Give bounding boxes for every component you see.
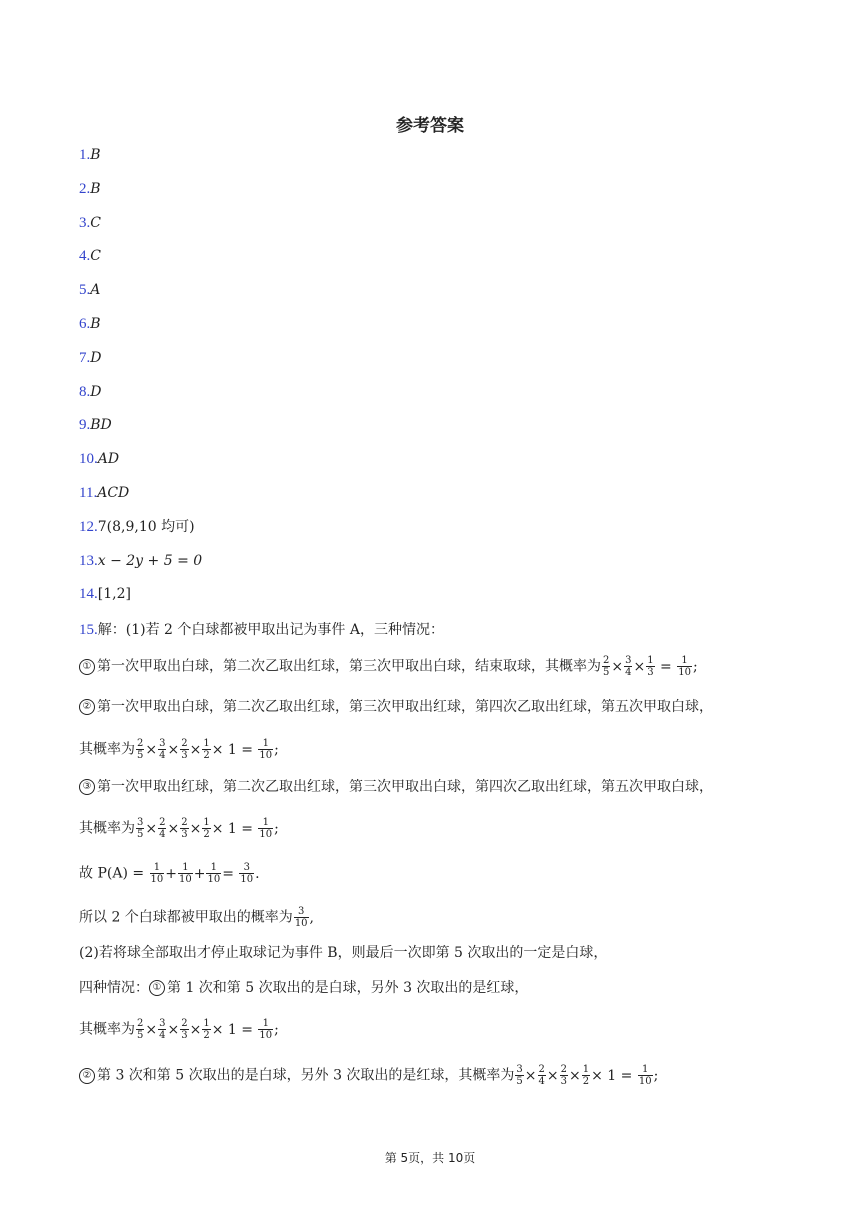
- case-2-text: 第一次甲取出白球，第二次乙取出红球，第三次甲取出红球，第四次乙取出红球，第五次甲取白球，: [97, 699, 713, 715]
- answer-value: ACD: [97, 485, 130, 501]
- case-1-text: 第一次甲取出白球，第二次乙取出红球，第三次甲取出白球，结束取球，其概率为: [97, 658, 601, 675]
- question-number: 6.: [79, 316, 91, 332]
- q15-four-case-1-prob: [79, 1018, 279, 1041]
- q15-case-3: [79, 777, 713, 797]
- formula-4: $\frac{2}{5}$ × $\frac{3}{4}$ × $\frac{2}{3}$ × $\frac{1}{2}$ × 1 = $\frac{1}{10}$ ;: [137, 1018, 279, 1041]
- answer-value: 7(8,9,10 均可): [97, 518, 195, 535]
- answer-row: [79, 416, 112, 434]
- page-title: 参考答案: [396, 116, 464, 136]
- answer-row: [79, 349, 101, 367]
- answer-row: [79, 214, 101, 232]
- formula-3: $\frac{3}{5}$ × $\frac{2}{4}$ × $\frac{2}{3}$ × $\frac{1}{2}$ × 1 = $\frac{1}{10}$ ;: [137, 817, 279, 840]
- circle-3-marker: ③: [79, 779, 95, 795]
- answer-value: A: [90, 282, 101, 299]
- formula-conclusion: $\frac{3}{10}$ ,: [294, 906, 314, 929]
- q15-case-2: [79, 697, 713, 717]
- q15-intro: [79, 620, 444, 640]
- four-case-2-text: 第 3 次和第 5 次取出的是白球，另外 3 次取出的是红球，其概率为: [97, 1067, 515, 1084]
- question-number: 15.: [79, 622, 98, 638]
- answer-value: AD: [97, 451, 120, 468]
- circle-1-marker: ①: [79, 659, 95, 675]
- answer-value: C: [90, 214, 101, 231]
- q15-case-3-prob: [79, 817, 279, 840]
- question-number: 10.: [79, 451, 98, 468]
- question-number: 11.: [79, 485, 98, 501]
- q15-four-cases: [79, 978, 528, 998]
- answer-row: [79, 383, 101, 401]
- question-number: 12.: [79, 518, 98, 535]
- answer-value: x − 2y + 5 = 0: [97, 552, 203, 569]
- answer-value: B: [90, 180, 101, 197]
- circle-2-marker-b: ②: [79, 1068, 95, 1084]
- question-number: 3.: [79, 214, 91, 231]
- answer-value: D: [90, 349, 102, 366]
- answer-row: [79, 484, 129, 502]
- answer-row: [79, 281, 100, 299]
- answer-row: [79, 315, 101, 333]
- circle-1-marker-b: ①: [149, 980, 165, 996]
- question-number: 13.: [79, 552, 98, 569]
- answer-value: BD: [90, 417, 112, 434]
- formula-1: $\frac{2}{5}$ × $\frac{3}{4}$ × $\frac{1}{3}$ = $\frac{1}{10}$ ;: [603, 655, 698, 678]
- case-3-text: 第一次甲取出红球，第二次乙取出红球，第三次甲取出白球，第四次乙取出红球，第五次甲取白球，: [97, 779, 713, 795]
- four-case-1-text: 第 1 次和第 5 次取出的是白球，另外 3 次取出的是红球，: [167, 980, 529, 996]
- formula-sum: $\frac{1}{10}$ + $\frac{1}{10}$ + $\frac{1}{10}$ = $\frac{3}{10}$ .: [150, 862, 260, 885]
- question-number: 14.: [79, 586, 98, 603]
- answer-value: C: [90, 248, 101, 265]
- case-2-prob-label: 其概率为: [79, 741, 135, 758]
- page-footer: 第 5页，共 10页: [384, 1151, 476, 1165]
- q15-part2: (2)若将球全部取出才停止取球记为事件 B，则最后一次即第 5 次取出的一定是白球，: [79, 945, 608, 961]
- question-number: 1.: [79, 147, 91, 163]
- q15-intro-text: 解：(1)若 2 个白球都被甲取出记为事件 A，三种情况：: [97, 622, 444, 638]
- answer-row: [79, 146, 101, 164]
- q15-case-2-prob: [79, 738, 279, 761]
- question-number: 2.: [79, 180, 91, 197]
- answer-row: [79, 585, 131, 603]
- q15-conclusion: [79, 906, 314, 929]
- answer-value: B: [90, 147, 101, 163]
- question-number: 8.: [79, 383, 91, 400]
- answer-value: B: [90, 316, 101, 332]
- answer-row: [79, 180, 101, 198]
- q15-case-1: [79, 655, 698, 678]
- sum-prefix: 故 P(A) =: [79, 865, 149, 882]
- question-number: 7.: [79, 349, 91, 366]
- answer-row: [79, 552, 202, 570]
- formula-2: $\frac{2}{5}$ × $\frac{3}{4}$ × $\frac{2}{3}$ × $\frac{1}{2}$ × 1 = $\frac{1}{10}$ ;: [137, 738, 279, 761]
- answer-value: [1,2]: [97, 586, 131, 603]
- conclusion-text: 所以 2 个白球都被甲取出的概率为: [79, 909, 293, 926]
- circle-2-marker: ②: [79, 699, 95, 715]
- question-number: 5.: [79, 282, 91, 299]
- question-number: 4.: [79, 248, 91, 265]
- q15-four-case-2: [79, 1064, 658, 1087]
- answer-value: D: [90, 383, 102, 400]
- answer-row: [79, 450, 119, 468]
- question-number: 9.: [79, 417, 91, 434]
- four-cases-label: 四种情况：: [79, 980, 149, 996]
- case-3-prob-label: 其概率为: [79, 820, 135, 837]
- four-case-1-prob-label: 其概率为: [79, 1021, 135, 1038]
- answer-row: [79, 518, 195, 536]
- q15-sum: [79, 862, 260, 885]
- formula-5: $\frac{3}{5}$ × $\frac{2}{4}$ × $\frac{2}{3}$ × $\frac{1}{2}$ × 1 = $\frac{1}{10}$ ;: [516, 1064, 659, 1087]
- answer-row: [79, 247, 101, 265]
